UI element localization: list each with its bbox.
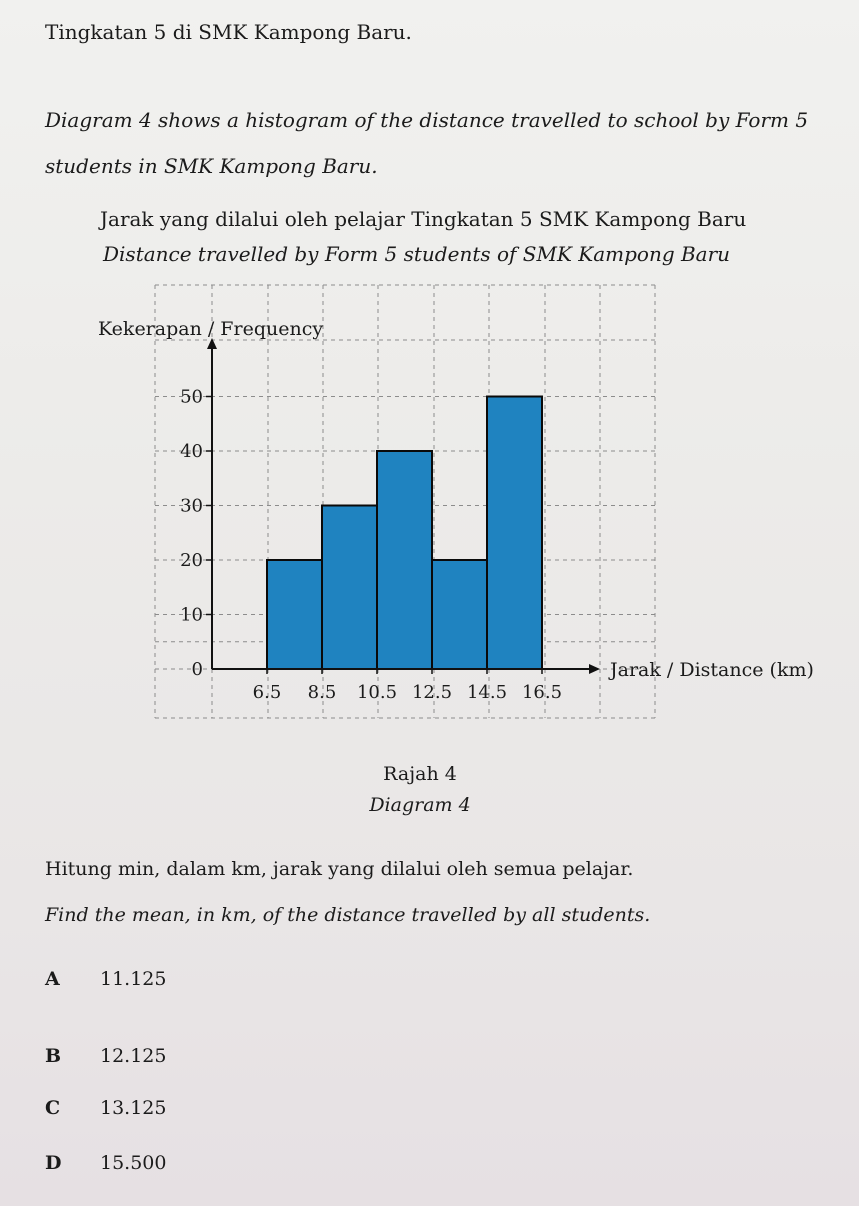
- x-tick-label: 16.5: [521, 682, 563, 703]
- y-tick-label: 0: [191, 659, 203, 680]
- x-axis-arrow-icon: [589, 664, 600, 674]
- question-text-en: Find the mean, in km, of the distance travelled by all students.: [45, 904, 651, 926]
- option-a[interactable]: [45, 968, 166, 990]
- option-letter: B: [45, 1045, 62, 1067]
- option-value: 13.125: [100, 1097, 167, 1119]
- x-tick-label: 12.5: [411, 682, 453, 703]
- x-tick-label: 10.5: [356, 682, 398, 703]
- option-c[interactable]: [45, 1097, 166, 1119]
- figure-caption-en: Diagram 4: [369, 794, 471, 816]
- option-letter: A: [45, 968, 60, 990]
- figure-caption-ms: Rajah 4: [383, 763, 457, 785]
- option-value: 12.125: [100, 1045, 167, 1067]
- x-tick-label: 6.5: [252, 682, 282, 703]
- x-tick-label: 14.5: [466, 682, 508, 703]
- histogram-bar: [377, 451, 432, 669]
- option-letter: D: [45, 1152, 62, 1174]
- option-value: 15.500: [100, 1152, 167, 1174]
- histogram-bars: [267, 397, 542, 670]
- option-b[interactable]: [45, 1045, 166, 1067]
- histogram-bar: [322, 506, 377, 670]
- x-tick-label: 8.5: [307, 682, 337, 703]
- option-letter: C: [45, 1097, 61, 1119]
- y-tick-label: 20: [180, 550, 203, 571]
- intro-paragraph: Diagram 4 shows a histogram of the distance travelled to school by Form 5 students in SMK Kampong Baru.: [45, 108, 809, 178]
- histogram-bar: [487, 397, 542, 670]
- context-line: Tingkatan 5 di SMK Kampong Baru.: [45, 20, 412, 44]
- y-axis-label: Kekerapan / Frequency: [98, 318, 324, 340]
- chart-title: Jarak yang dilalui oleh pelajar Tingkatan 5 SMK Kampong Baru: [100, 207, 747, 231]
- y-tick-label: 40: [180, 441, 203, 462]
- y-tick-label: 30: [180, 495, 203, 517]
- option-d[interactable]: [45, 1152, 166, 1174]
- option-value: 11.125: [100, 968, 167, 990]
- y-tick-label: 50: [180, 386, 203, 408]
- y-tick-label: 10: [180, 604, 203, 626]
- chart-subtitle: Distance travelled by Form 5 students of SMK Kampong Baru: [103, 242, 731, 266]
- question-text-ms: Hitung min, dalam km, jarak yang dilalui oleh semua pelajar.: [45, 858, 634, 880]
- x-axis-label: Jarak / Distance (km): [610, 659, 814, 681]
- histogram-bar: [432, 560, 487, 669]
- histogram-bar: [267, 560, 322, 669]
